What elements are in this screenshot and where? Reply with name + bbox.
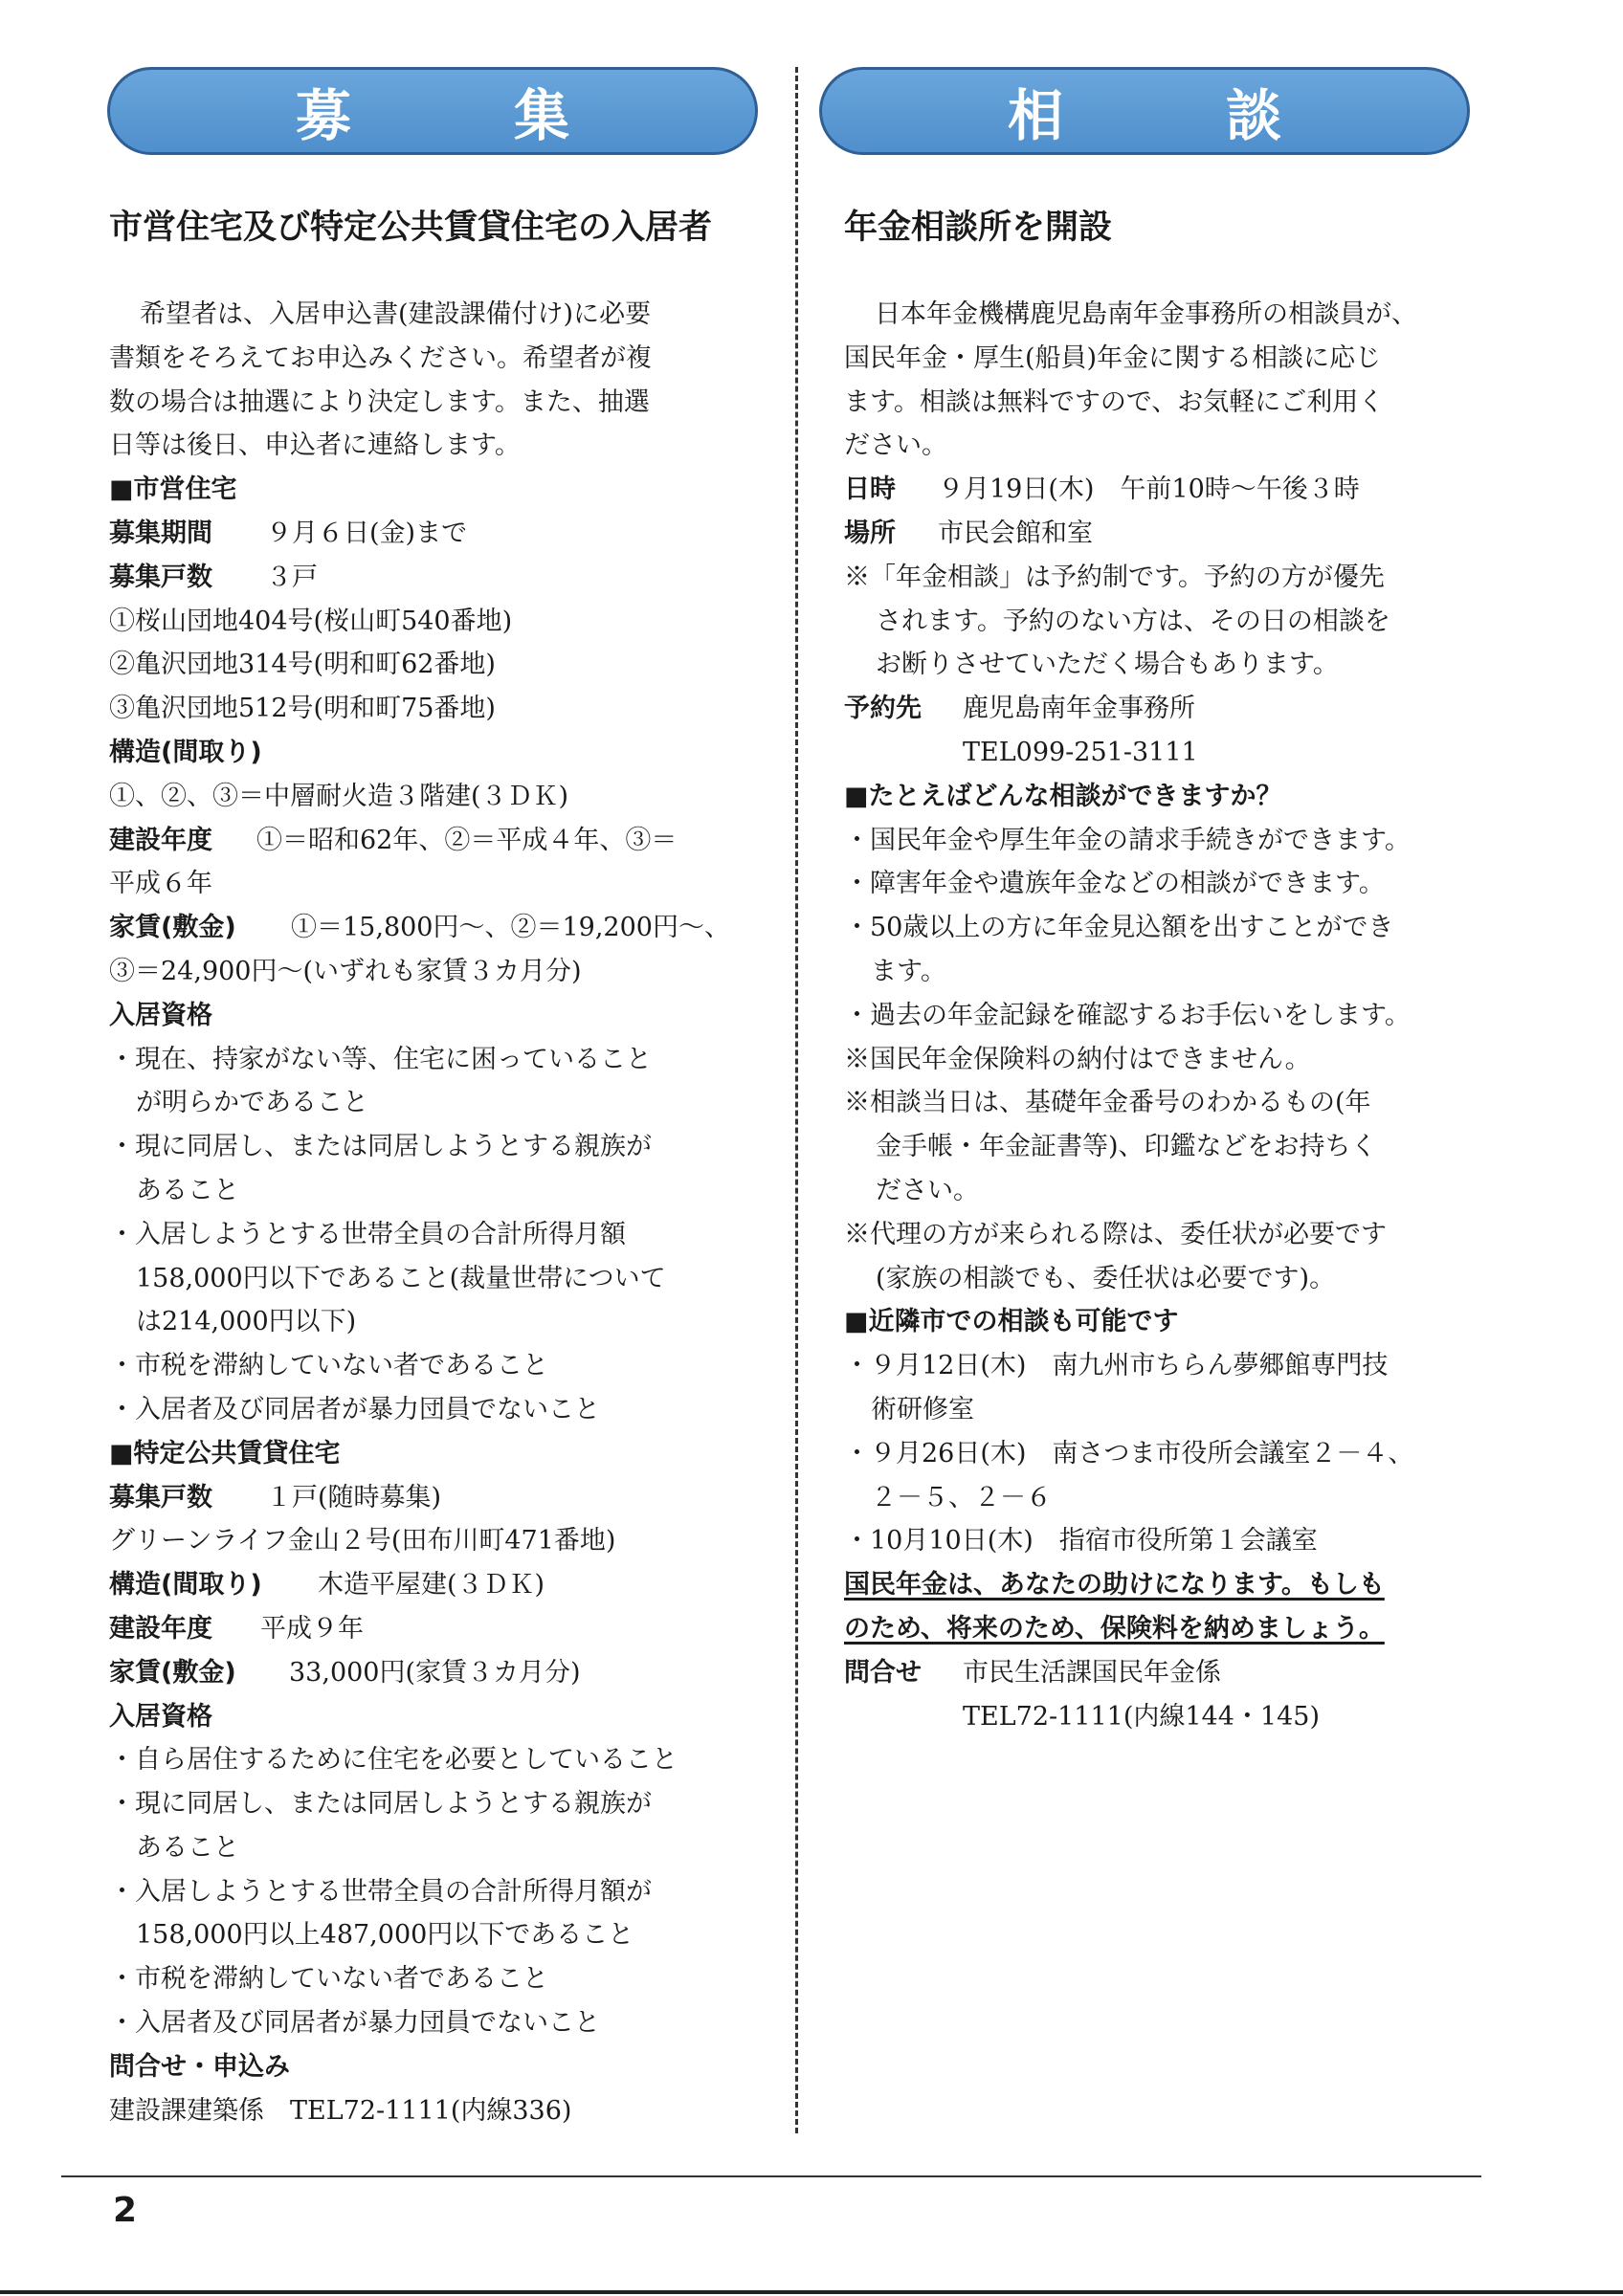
s2-struct-row [109, 1563, 769, 1607]
s1-rent-row [109, 906, 769, 950]
banner-char: 談 [1226, 83, 1282, 148]
list-item: ・９月12日(木) 南九州市ちらん夢郷館専門技 [844, 1351, 1389, 1381]
column-divider [795, 67, 798, 2133]
list-item: ・10月10日(木) 指宿市役所第１会議室 [844, 1526, 1318, 1556]
note-line: ださい。 [876, 1175, 979, 1205]
field-label: 場所 [844, 518, 896, 548]
list-item-cont: ２－５、２－６ [871, 1482, 1052, 1512]
list-item: ②亀沢団地314号(明和町62番地) [109, 650, 496, 680]
field-value: グリーンライフ金山２号(田布川町471番地) [109, 1526, 616, 1556]
list-item: ・50歳以上の方に年金見込額を出すことができ [844, 913, 1394, 943]
field-label: 入居資格 [109, 1701, 212, 1732]
list-item-cont: あること [136, 1832, 239, 1863]
list-item-cont: 158,000円以下であること(裁量世帯について [136, 1263, 666, 1293]
list-item: ・現に同居し、または同居しようとする親族が [109, 1789, 652, 1820]
list-item-cont: ます。 [871, 956, 946, 986]
field-value: 平成９年 [260, 1613, 364, 1644]
right-article-title: 年金相談所を開設 [844, 209, 1113, 247]
left-article-body [109, 293, 769, 2132]
section-title: ■市営住宅 [109, 475, 237, 505]
appeal-line: のため、将来のため、保険料を納めましょう。 [844, 1613, 1385, 1644]
list-item: ③亀沢団地512号(明和町75番地) [109, 694, 496, 724]
field-value: ①＝昭和62年、②＝平成４年、③＝ [256, 825, 678, 855]
section-title: ■特定公共賃貸住宅 [109, 1438, 341, 1468]
s1-period-row [109, 512, 769, 556]
list-item-cont: 術研修室 [871, 1394, 974, 1424]
field-value: ９月６日(金)まで [266, 518, 468, 548]
right-article-body [844, 293, 1514, 1738]
intro-line: 国民年金・厚生(船員)年金に関する相談に応じ [844, 342, 1382, 373]
footer-rule [61, 2175, 1481, 2177]
field-value: ①、②、③＝中層耐火造３階建(３ＤＫ) [109, 781, 569, 811]
field-value: 市民生活課国民年金係 [963, 1657, 1221, 1688]
field-label: 構造(間取り) [109, 737, 262, 767]
intro-line: 日本年金機構鹿児島南年金事務所の相談員が、 [875, 299, 1417, 329]
banner-char: 相 [1007, 83, 1063, 148]
section-title: ■近隣市での相談も可能です [844, 1307, 1179, 1337]
section-title: ■たとえばどんな相談ができますか？ [844, 781, 1282, 811]
left-article-title: 市営住宅及び特定公共賃貸住宅の入居者 [109, 209, 713, 247]
list-item: ・国民年金や厚生年金の請求手続きができます。 [844, 825, 1411, 855]
field-value: 33,000円(家賃３カ月分) [289, 1657, 581, 1688]
s2-rent-row [109, 1651, 769, 1695]
list-item: ・過去の年金記録を確認するお手伝いをします。 [844, 1000, 1411, 1030]
intro-line: 希望者は、入居申込書(建設課備付け)に必要 [140, 299, 652, 329]
list-item: ・入居者及び同居者が暴力団員でないこと [109, 1394, 600, 1424]
place-row [844, 512, 1514, 556]
list-item: ①桜山団地404号(桜山町540番地) [109, 606, 513, 636]
appeal-line: 国民年金は、あなたの助けになります。もしも [844, 1570, 1385, 1601]
recruitment-banner [107, 67, 758, 155]
field-label: 予約先 [844, 694, 922, 724]
note-line: お断りさせていただく場合もあります。 [876, 650, 1339, 680]
list-item: ・障害年金や遺族年金などの相談ができます。 [844, 869, 1385, 899]
list-item: ・現在、持家がない等、住宅に困っていること [109, 1044, 652, 1074]
field-label: 建設年度 [109, 1613, 212, 1644]
field-value: 市民会館和室 [938, 518, 1093, 548]
list-item: ・入居しようとする世帯全員の合計所得月額が [109, 1876, 652, 1907]
contact-row [844, 1651, 1514, 1695]
date-row [844, 468, 1514, 512]
list-item: ・入居しようとする世帯全員の合計所得月額 [109, 1219, 626, 1249]
reserve-row [844, 687, 1514, 731]
list-item-cont: は214,000円以下) [136, 1307, 357, 1337]
intro-line: 書類をそろえてお申込みください。希望者が複 [109, 342, 652, 373]
field-value: 平成６年 [109, 869, 212, 899]
list-item: ・入居者及び同居者が暴力団員でないこと [109, 2008, 600, 2039]
note-line: ※「年金相談」は予約制です。予約の方が優先 [844, 562, 1385, 592]
list-item-cont: あること [136, 1175, 239, 1205]
list-item-cont: 158,000円以上487,000円以下であること [136, 1920, 634, 1951]
field-label: 構造(間取り) [109, 1570, 262, 1601]
field-label: 家賃(敷金) [109, 913, 236, 943]
list-item: ・現に同居し、または同居しようとする親族が [109, 1132, 652, 1162]
note-line: 金手帳・年金証書等)、印鑑などをお持ちく [876, 1132, 1377, 1162]
intro-line: 数の場合は抽選により決定します。また、抽選 [109, 386, 650, 417]
field-value: ③＝24,900円～(いずれも家賃３カ月分) [109, 956, 582, 986]
field-value: ９月19日(木) 午前10時～午後３時 [938, 475, 1360, 505]
s2-year-row [109, 1607, 769, 1651]
s1-units-row [109, 556, 769, 600]
field-label: 建設年度 [109, 825, 212, 855]
s1-year-row [109, 819, 769, 863]
bottom-rule [0, 2290, 1623, 2294]
intro-line: ます。相談は無料ですので、お気軽にご利用く [844, 386, 1385, 417]
note-line: ※相談当日は、基礎年金番号のわかるもの(年 [844, 1088, 1371, 1118]
list-item: ・市税を滞納していない者であること [109, 1964, 548, 1995]
list-item-cont: が明らかであること [136, 1088, 368, 1118]
intro-line: 日等は後日、申込者に連絡します。 [109, 430, 521, 461]
field-value: 鹿児島南年金事務所 [963, 694, 1195, 724]
note-line: (家族の相談でも、委任状は必要です)。 [876, 1263, 1336, 1293]
field-label: 入居資格 [109, 1000, 212, 1030]
field-label: 募集期間 [109, 518, 212, 548]
note-line: されます。予約のない方は、その日の相談を [876, 606, 1390, 636]
reserve-tel: TEL099-251-3111 [963, 737, 1198, 767]
consultation-banner [819, 67, 1470, 155]
field-label: 募集戸数 [109, 1482, 212, 1512]
field-value: 木造平屋建(３ＤＫ) [318, 1570, 545, 1601]
note-line: ※代理の方が来られる際は、委任状が必要です [844, 1219, 1387, 1249]
banner-char: 募 [295, 83, 351, 148]
page-number: 2 [113, 2191, 138, 2230]
list-item: ・自ら居住するために住宅を必要としていること [109, 1745, 678, 1776]
list-item: ・９月26日(木) 南さつま市役所会議室２－４、 [844, 1438, 1414, 1468]
field-label: 問合せ [844, 1657, 922, 1688]
field-label: 募集戸数 [109, 562, 212, 592]
intro-line: ださい。 [844, 430, 947, 461]
contact-value: 建設課建築係 TEL72-1111(内線336) [109, 2095, 572, 2126]
contact-tel: TEL72-1111(内線144・145) [963, 1701, 1320, 1732]
banner-char: 集 [514, 83, 570, 148]
field-value: １戸(随時募集) [266, 1482, 442, 1512]
note-line: ※国民年金保険料の納付はできません。 [844, 1044, 1311, 1074]
s2-units-row [109, 1476, 769, 1520]
field-label: 家賃(敷金) [109, 1657, 236, 1688]
field-value: ３戸 [266, 562, 318, 592]
field-value: ①＝15,800円～、②＝19,200円～、 [291, 913, 730, 943]
field-label: 日時 [844, 475, 896, 505]
list-item: ・市税を滞納していない者であること [109, 1351, 548, 1381]
contact-label: 問合せ・申込み [109, 2051, 290, 2082]
